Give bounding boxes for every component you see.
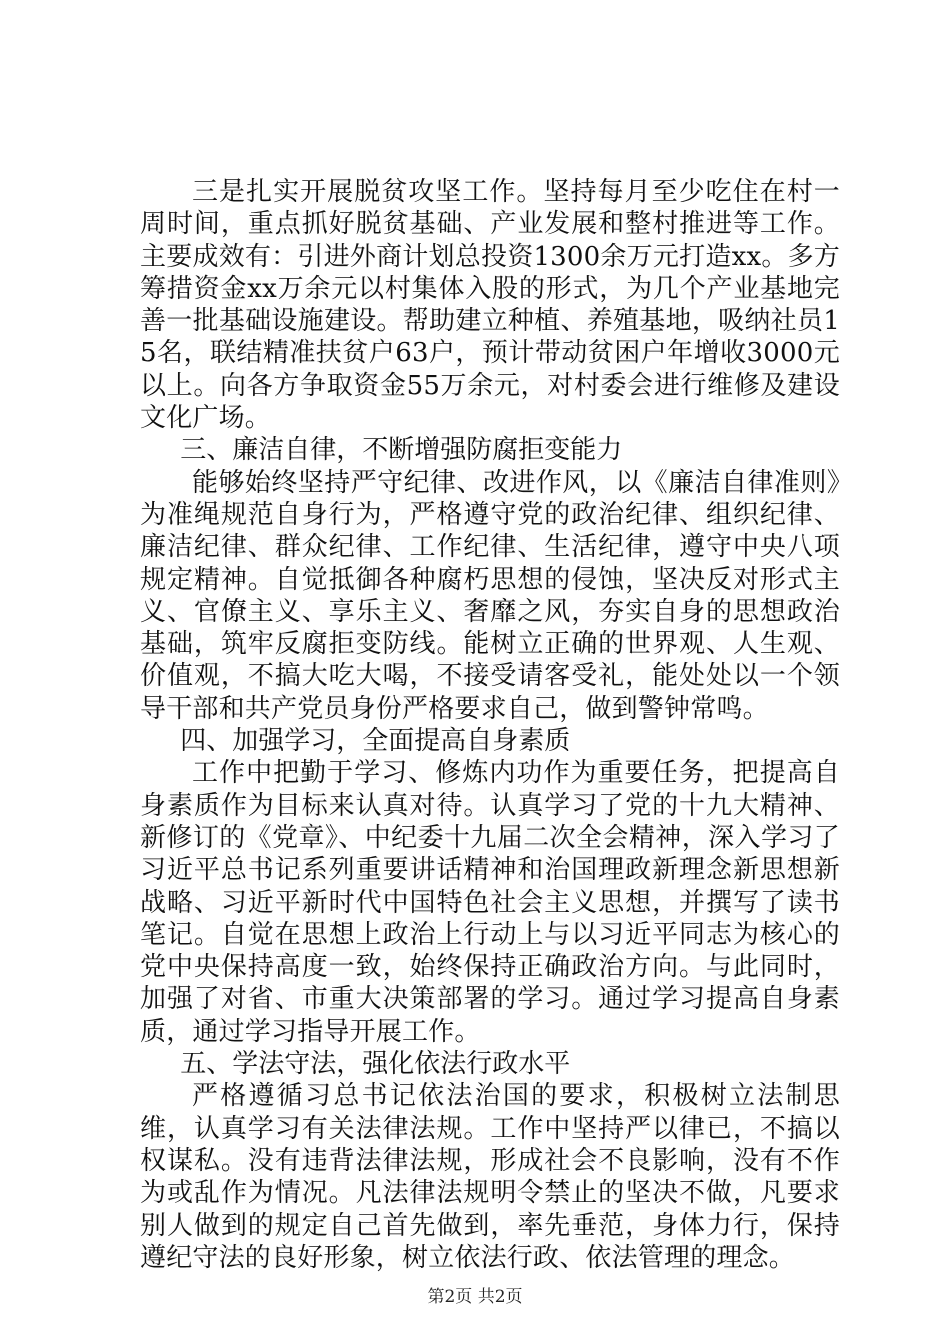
paragraph-integrity: 能够始终坚持严守纪律、改进作风，以《廉洁自律准则》为准绳规范自身行为，严格遵守党的政治纪律、组织纪律、廉洁纪律、群众纪律、工作纪律、生活纪律，遵守中央八项规定精神。自觉抵御各种腐朽思想的侵蚀，坚决反对形式主义、官僚主义、享乐主义、奢靡之风，夯实自身的思想政治基础，筑牢反腐拒变防线。能树立正确的世界观、人生观、价值观，不搞大吃大喝，不接受请客受礼，能处处以一个领导干部和共产党员身份严格要求自己，做到警钟常鸣。 — [140, 467, 840, 724]
section-heading-study: 四、加强学习，全面提高自身素质 — [180, 726, 571, 757]
section-heading-integrity: 三、廉洁自律，不断增强防腐拒变能力 — [180, 435, 623, 466]
section-heading-law: 五、学法守法，强化依法行政水平 — [180, 1049, 571, 1080]
paragraph-study: 工作中把勤于学习、修炼内功作为重要任务，把提高自身素质作为目标来认真对待。认真学习了党的十九大精神、新修订的《党章》、中纪委十九届二次全会精神，深入学习了习近平总书记系列重要讲话精神和治国理政新理念新思想新战略、习近平新时代中国特色社会主义思想，并撰写了读书笔记。自觉在思想上政治上行动上与以习近平同志为核心的党中央保持高度一致，始终保持正确政治方向。与此同时，加强了对省、市重大决策部署的学习。通过学习提高自身素质，通过学习指导开展工作。 — [140, 758, 840, 1047]
paragraph-law: 严格遵循习总书记依法治国的要求，积极树立法制思维，认真学习有关法律法规。工作中坚持严以律已，不搞以权谋私。没有违背法律法规，形成社会不良影响，没有不作为或乱作为情况。凡法律法规明令禁止的坚决不做，凡要求别人做到的规定自己首先做到，率先垂范，身体力行，保持遵纪守法的良好形象，树立依法行政、依法管理的理念。 — [140, 1081, 840, 1273]
paragraph-poverty-alleviation: 三是扎实开展脱贫攻坚工作。坚持每月至少吃住在村一周时间，重点抓好脱贫基础、产业发展和整村推进等工作。主要成效有：引进外商计划总投资1300余万元打造xx。多方筹措资金xx万余元以村集体入股的形式，为几个产业基地完善一批基础设施建设。帮助建立种植、养殖基地，吸纳社员15名，联结精准扶贫户63户，预计带动贫困户年增收3000元以上。向各方争取资金55万余元，对村委会进行维修及建设文化广场。 — [140, 177, 840, 434]
page-footer: 第2页 共2页 — [427, 1287, 523, 1307]
document-body — [140, 176, 840, 1274]
